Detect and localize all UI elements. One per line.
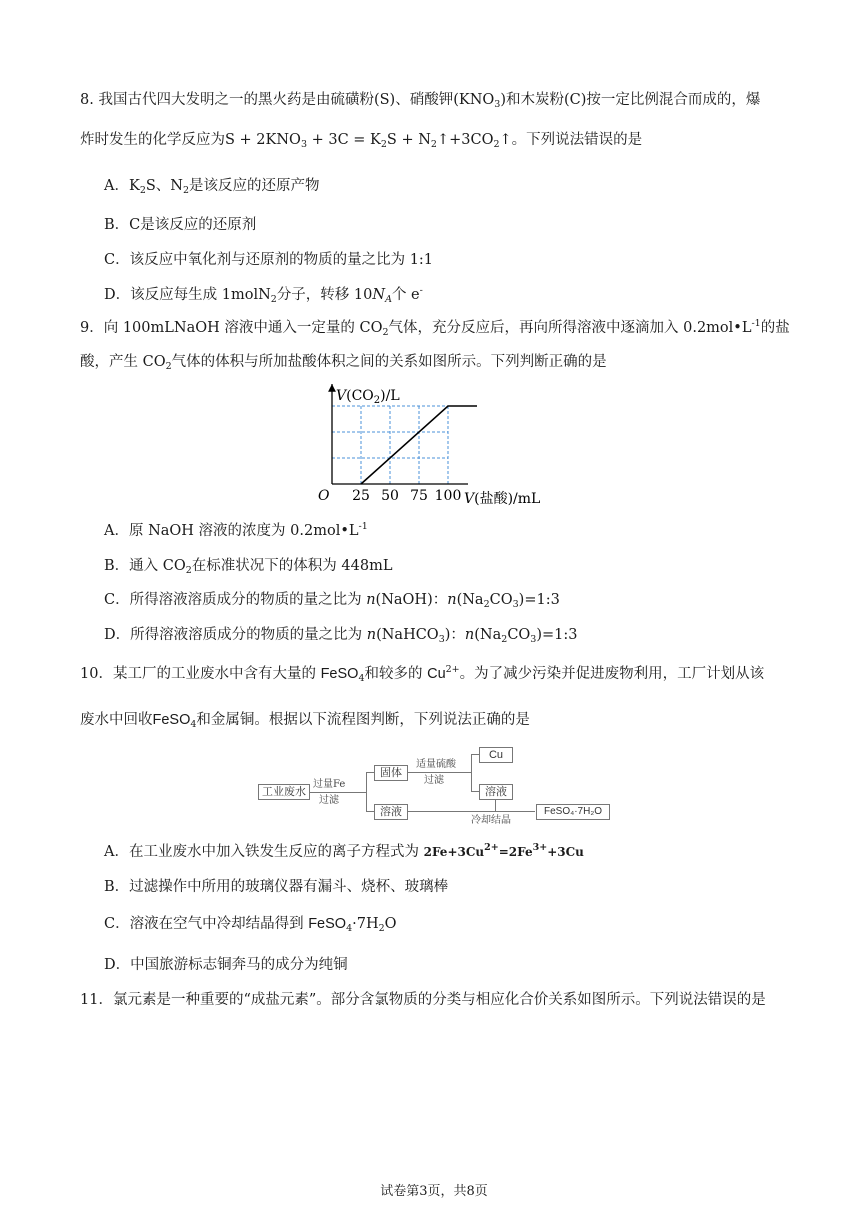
x-tick-label: 25 (352, 488, 370, 504)
q8-line1: 8. 我国古代四大发明之一的黑火药是由硫磺粉(S)、硝酸钾$(KNO_3)$和木炭粉(C)按一定比例混合而成的，爆 (80, 92, 761, 110)
q8-option-b: B．C是该反应的还原剂 (104, 217, 257, 233)
q8-option-c: C．该反应中氧化剂与还原剂的物质的量之比为 1:1 (104, 252, 434, 268)
q9-option-b: B．通入 $CO_2$在标准状况下的体积为 448mL (104, 558, 393, 576)
q9-option-c: C．所得溶液溶质成分的物质的量之比为 n(NaOH)：$n(Na_2CO_3)=1:3$ (104, 592, 560, 610)
q9-line1: 9．向 100mLNaOH 溶液中通入一定量的 $CO_2$气体，充分反应后，再向所得溶液中逐滴加入 $0.2mol•L^{-1}$的盐 (80, 318, 790, 338)
q9-option-a: A．原 NaOH 溶液的浓度为 $0.2mol•L^{-1}$ (104, 521, 368, 539)
flow-box-solution-bottom: 溶液 (374, 804, 408, 820)
flowchart (258, 746, 612, 828)
q10-option-d: D．中国旅游标志铜奔马的成分为纯铜 (104, 957, 348, 973)
x-axis-label: V(盐酸)/mL (464, 491, 541, 507)
y-axis-label: $V(CO_2)/L$ (336, 388, 400, 406)
q10-line1: 10．某工厂的工业废水中含有大量的 FeSO$_4$和较多的 $Cu^{2+}$。为了减少污染并促进废物利用，工厂计划从该 (80, 664, 765, 684)
q9-option-d: D．所得溶液溶质成分的物质的量之比为 n(NaHCO$_3$)：$n(Na_2CO_3)=1:3$ (104, 627, 578, 645)
x-tick-label: 50 (381, 488, 399, 504)
q9-line2: 酸，产生 $CO_2$气体的体积与所加盐酸体积之间的关系如图所示。下列判断正确的是 (80, 354, 607, 372)
flow-box-waste: 工业废水 (258, 784, 310, 800)
q8-option-d: D．该反应每生成 1molN$_2$分子，转移 $10N_A$个 e- (104, 285, 423, 305)
flow-box-product: FeSO₄·7H₂O (536, 804, 610, 820)
q10-option-c: C．溶液在空气中冷却结晶得到 $FeSO_4\cdot 7H_2O$ (104, 916, 397, 934)
page-footer: 试卷第3页，共8页 (380, 1184, 488, 1199)
flow-box-cu: Cu (479, 747, 513, 763)
flow-label-acid: 适量硫酸 (416, 759, 456, 770)
flow-label-cool: 冷却结晶 (471, 815, 511, 826)
origin-label: O (318, 488, 330, 504)
chart-grid (332, 406, 448, 484)
flow-label-filter1: 过滤 (319, 795, 339, 806)
x-tick-label: 75 (410, 488, 428, 504)
flow-box-solution-top: 溶液 (479, 784, 513, 800)
q10-option-a: A．在工业废水中加入铁发生反应的离子方程式为 $2Fe+3Cu^{2+}=2Fe^{3+}+3Cu$ (104, 842, 584, 860)
q8-option-a: A．$K_2S$、$N_2$是该反应的还原产物 (104, 178, 320, 196)
co2-volume-chart (312, 376, 572, 510)
flow-label-filter2: 过滤 (424, 775, 444, 786)
q11-line1: 11．氯元素是一种重要的“成盐元素”。部分含氯物质的分类与相应化合价关系如图所示。下列说法错误的是 (80, 992, 766, 1008)
flow-box-solid: 固体 (374, 765, 408, 781)
q10-option-b: B．过滤操作中所用的玻璃仪器有漏斗、烧杯、玻璃棒 (104, 879, 449, 895)
q10-line2: 废水中回收FeSO$_4$和金属铜。根据以下流程图判断，下列说法正确的是 (80, 712, 530, 730)
flow-label-add-fe: 过量Fe (313, 779, 346, 790)
q8-line2: 炸时发生的化学反应为$S + 2KNO_3 + 3C = K_2S$ + $N_2↑+3CO_2↑$。下列说法错误的是 (80, 132, 643, 150)
x-tick-label: 100 (434, 488, 462, 504)
